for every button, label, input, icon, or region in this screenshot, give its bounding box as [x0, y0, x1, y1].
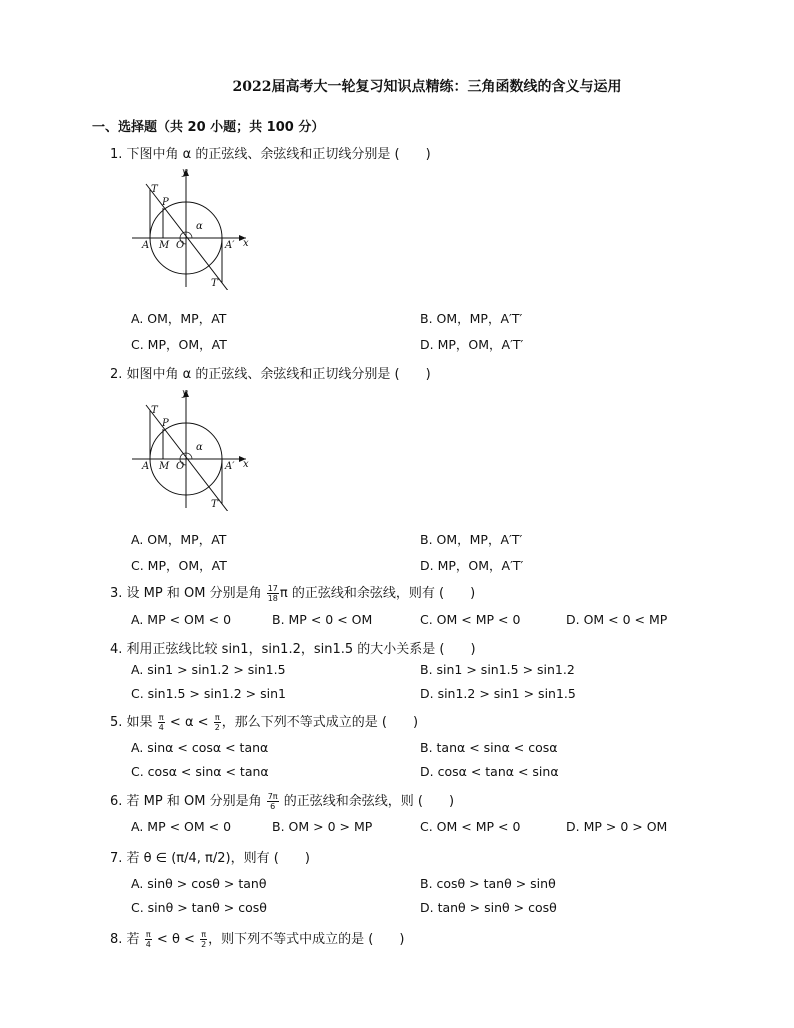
question-1-option-a[interactable]: A. OM，MP，AT	[131, 311, 227, 326]
question-6-option-b[interactable]: B. OM > 0 > MP	[272, 819, 373, 834]
question-5-option-a[interactable]: A. sinα < cosα < tanα	[131, 740, 269, 755]
svg-text:A: A	[142, 461, 150, 472]
svg-text:y: y	[182, 167, 188, 178]
question-4-stem: 4. 利用正弦线比较 sin1，sin1.2，sin1.5 的大小关系是 ( )	[110, 642, 476, 657]
question-7-stem-pre: 7. 若 θ ∈	[110, 851, 168, 866]
question-5-stem-post: ，那么下列不等式成立的是 ( )	[221, 715, 419, 730]
question-3-option-d[interactable]: D. OM < 0 < MP	[566, 612, 668, 627]
question-4-option-b[interactable]: B. sin1 > sin1.5 > sin1.2	[420, 662, 575, 677]
question-2-option-b[interactable]: B. OM，MP，A′T′	[420, 532, 523, 547]
angle-fraction: $\frac{\pi}{4}$	[145, 930, 151, 949]
question-6-option-a[interactable]: A. MP < OM < 0	[131, 819, 232, 834]
question-5-option-c[interactable]: C. cosα < sinα < tanα	[131, 764, 269, 779]
question-7-option-b[interactable]: B. cosθ > tanθ > sinθ	[420, 876, 556, 891]
question-1-option-d[interactable]: D. MP，OM，A′T′	[420, 337, 524, 352]
question-4-option-c[interactable]: C. sin1.5 > sin1.2 > sin1	[131, 686, 286, 701]
svg-text:T′: T′	[211, 499, 220, 510]
svg-text:T′: T′	[211, 278, 220, 289]
question-4-option-d[interactable]: D. sin1.2 > sin1 > sin1.5	[420, 686, 576, 701]
svg-text:P: P	[162, 418, 169, 429]
svg-text:M: M	[159, 461, 170, 472]
svg-text:x: x	[243, 238, 249, 249]
question-7-stem-post: ，则有 ( )	[230, 851, 310, 866]
question-1-option-b[interactable]: B. OM，MP，A′T′	[420, 311, 523, 326]
svg-text:P: P	[162, 197, 169, 208]
question-7-option-c[interactable]: C. sinθ > tanθ > cosθ	[131, 900, 267, 915]
svg-text:A′: A′	[225, 461, 235, 472]
question-5-stem	[110, 711, 418, 732]
angle-fraction: $\frac{\pi}{2}$	[201, 930, 207, 949]
svg-text:y: y	[182, 388, 188, 399]
angle-fraction: $\frac{\pi}{4}$	[158, 713, 164, 732]
theta-interval: (π/4, π/2)	[171, 851, 231, 866]
question-6-option-c[interactable]: C. OM < MP < 0	[420, 819, 521, 834]
svg-text:T: T	[151, 405, 158, 416]
question-1-stem: 1. 下图中角 α 的正弦线、余弦线和正切线分别是 ( )	[110, 147, 431, 162]
question-2-option-a[interactable]: A. OM，MP，AT	[131, 532, 227, 547]
svg-text:M: M	[159, 240, 170, 251]
question-3-option-b[interactable]: B. MP < 0 < OM	[272, 612, 373, 627]
svg-text:A: A	[142, 240, 150, 251]
angle-fraction: $\frac{\pi}{2}$	[214, 713, 220, 732]
question-7-option-d[interactable]: D. tanθ > sinθ > cosθ	[420, 900, 557, 915]
svg-text:O: O	[176, 461, 185, 472]
question-6-stem-post: 的正弦线和余弦线，则 ( )	[283, 794, 455, 809]
question-3-stem-pre: 3. 设 MP 和 OM 分别是角	[110, 586, 262, 601]
question-6-stem	[110, 790, 454, 811]
question-3-option-c[interactable]: C. OM < MP < 0	[420, 612, 521, 627]
svg-text:A′: A′	[225, 240, 235, 251]
unit-circle-figure-2	[128, 386, 258, 511]
question-5-stem-pre: 5. 如果	[110, 715, 153, 730]
page-title: 2022届高考大一轮复习知识点精练：三角函数线的含义与运用	[232, 79, 622, 95]
svg-text:α: α	[196, 442, 203, 453]
angle-fraction: $\frac{7\pi}{6}$	[267, 792, 278, 811]
question-5-option-b[interactable]: B. tanα < sinα < cosα	[420, 740, 558, 755]
question-1-option-c[interactable]: C. MP，OM，AT	[131, 337, 227, 352]
question-3-stem-post: π 的正弦线和余弦线，则有 ( )	[279, 586, 476, 601]
question-3-option-a[interactable]: A. MP < OM < 0	[131, 612, 232, 627]
question-8-stem-post: ，则下列不等式中成立的是 ( )	[208, 932, 405, 947]
question-4-option-a[interactable]: A. sin1 > sin1.2 > sin1.5	[131, 662, 286, 677]
question-8-stem	[110, 928, 404, 949]
svg-text:T: T	[151, 184, 158, 195]
question-5-option-d[interactable]: D. cosα < tanα < sinα	[420, 764, 559, 779]
question-5-stem-mid: < α <	[169, 715, 209, 730]
svg-text:α: α	[196, 221, 203, 232]
question-6-option-d[interactable]: D. MP > 0 > OM	[566, 819, 668, 834]
svg-text:O: O	[176, 240, 185, 251]
angle-fraction: $\frac{17}{18}$	[267, 584, 278, 603]
question-7-option-a[interactable]: A. sinθ > cosθ > tanθ	[131, 876, 267, 891]
question-2-stem: 2. 如图中角 α 的正弦线、余弦线和正切线分别是 ( )	[110, 367, 431, 382]
question-7-stem	[110, 847, 310, 866]
unit-circle-figure-1	[128, 165, 258, 290]
question-3-stem	[110, 582, 475, 603]
question-2-option-c[interactable]: C. MP，OM，AT	[131, 558, 227, 573]
question-8-stem-pre: 8. 若	[110, 932, 140, 947]
question-2-option-d[interactable]: D. MP，OM，A′T′	[420, 558, 524, 573]
section-heading: 一、选择题（共 20 小题；共 100 分）	[92, 120, 325, 135]
question-6-stem-pre: 6. 若 MP 和 OM 分别是角	[110, 794, 262, 809]
svg-text:x: x	[243, 459, 249, 470]
question-8-stem-mid: < θ <	[156, 932, 195, 947]
